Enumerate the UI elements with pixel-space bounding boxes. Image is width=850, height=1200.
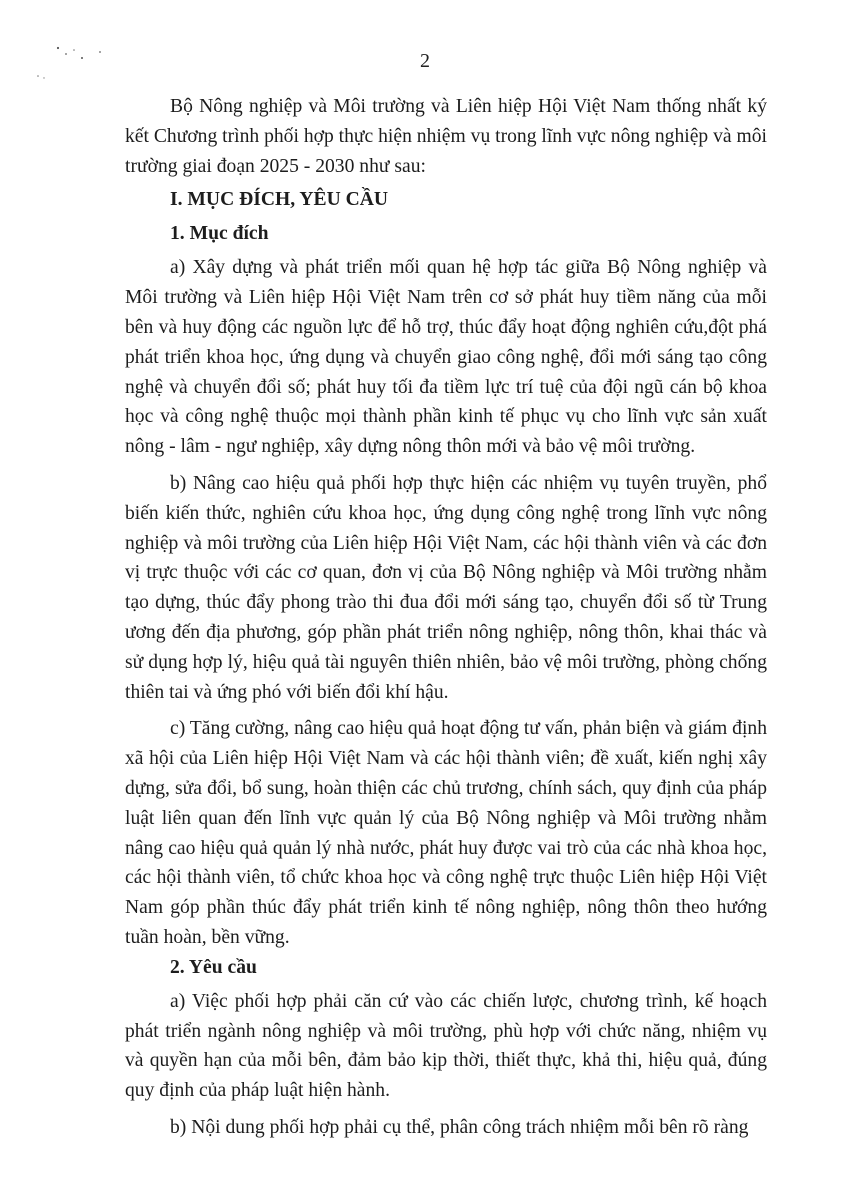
- section-heading: I. MỤC ĐÍCH, YÊU CẦU: [170, 189, 389, 211]
- requirements-paragraph-b: b) Nội dung phối hợp phải cụ thể, phân công trách nhiệm mỗi bên rõ ràng: [170, 1116, 749, 1138]
- purpose-paragraph-a: a) Xây dựng và phát triển mối quan hệ hợp tác giữa Bộ Nông nghiệp và Môi trường và Liên hiệp Hội Việt Nam trên cơ sở phát huy tiềm năng của mỗi bên và huy động các nguồn lực để hỗ trợ, thúc đẩy hoạt động nghiên cứu,đột phá phát triển khoa học, ứng dụng và chuyển giao công nghệ, đổi mới sáng tạo công nghệ và chuyển đổi số; phát huy tối đa tiềm lực trí tuệ của đội ngũ cán bộ khoa học và công nghệ thuộc mọi thành phần kinh tế phục vụ cho lĩnh vực sản xuất nông - lâm - ngư nghiệp, xây dựng nông thôn mới và bảo vệ môi trường.: [125, 257, 767, 458]
- purpose-paragraph-c: c) Tăng cường, nâng cao hiệu quả hoạt động tư vấn, phản biện và giám định xã hội của Liên hiệp Hội Việt Nam và các hội thành viên; đề xuất, kiến nghị xây dựng, sửa đổi, bổ sung, hoàn thiện các chủ trương, chính sách, quy định của pháp luật liên quan đến lĩnh vực quản lý của Bộ Nông nghiệp và Môi trường nhằm nâng cao hiệu quả quản lý nhà nước, phát huy được vai trò của các nhà khoa học, các hội thành viên, tổ chức khoa học và công nghệ trực thuộc Liên hiệp Hội Việt Nam góp phần thúc đẩy phát triển kinh tế nông nghiệp, nông thôn theo hướng tuần hoàn, bền vững.: [125, 718, 767, 948]
- requirements-heading: 2. Yêu cầu: [170, 956, 257, 978]
- purpose-heading: 1. Mục đích: [170, 223, 269, 245]
- document-body: [125, 92, 767, 1143]
- page-number: 2: [420, 50, 430, 72]
- intro-paragraph: Bộ Nông nghiệp và Môi trường và Liên hiệp Hội Việt Nam thống nhất ký kết Chương trình phối hợp thực hiện nhiệm vụ trong lĩnh vực nông nghiệp và môi trường giai đoạn 2025 - 2030 như sau:: [125, 96, 767, 177]
- purpose-paragraph-b: b) Nâng cao hiệu quả phối hợp thực hiện các nhiệm vụ tuyên truyền, phổ biến kiến thức, nghiên cứu khoa học, ứng dụng công nghệ trong lĩnh vực nông nghiệp và môi trường của Liên hiệp Hội Việt Nam, các hội thành viên và các đơn vị trực thuộc với các cơ quan, đơn vị của Bộ Nông nghiệp và Môi trường nhằm tạo dựng, thúc đẩy phong trào thi đua đổi mới sáng tạo, chuyển đổi số từ Trung ương đến địa phương, góp phần phát triển nông nghiệp, nông thôn, khai thác và sử dụng hợp lý, hiệu quả tài nguyên thiên nhiên, bảo vệ môi trường, phòng chống thiên tai và ứng phó với biến đổi khí hậu.: [125, 472, 767, 703]
- requirements-paragraph-a: a) Việc phối hợp phải căn cứ vào các chiến lược, chương trình, kế hoạch phát triển ngành nông nghiệp và môi trường, phù hợp với chức năng, nhiệm vụ và quyền hạn của mỗi bên, đảm bảo kịp thời, thiết thực, khả thi, hiệu quả, đúng quy định của pháp luật hiện hành.: [125, 990, 767, 1102]
